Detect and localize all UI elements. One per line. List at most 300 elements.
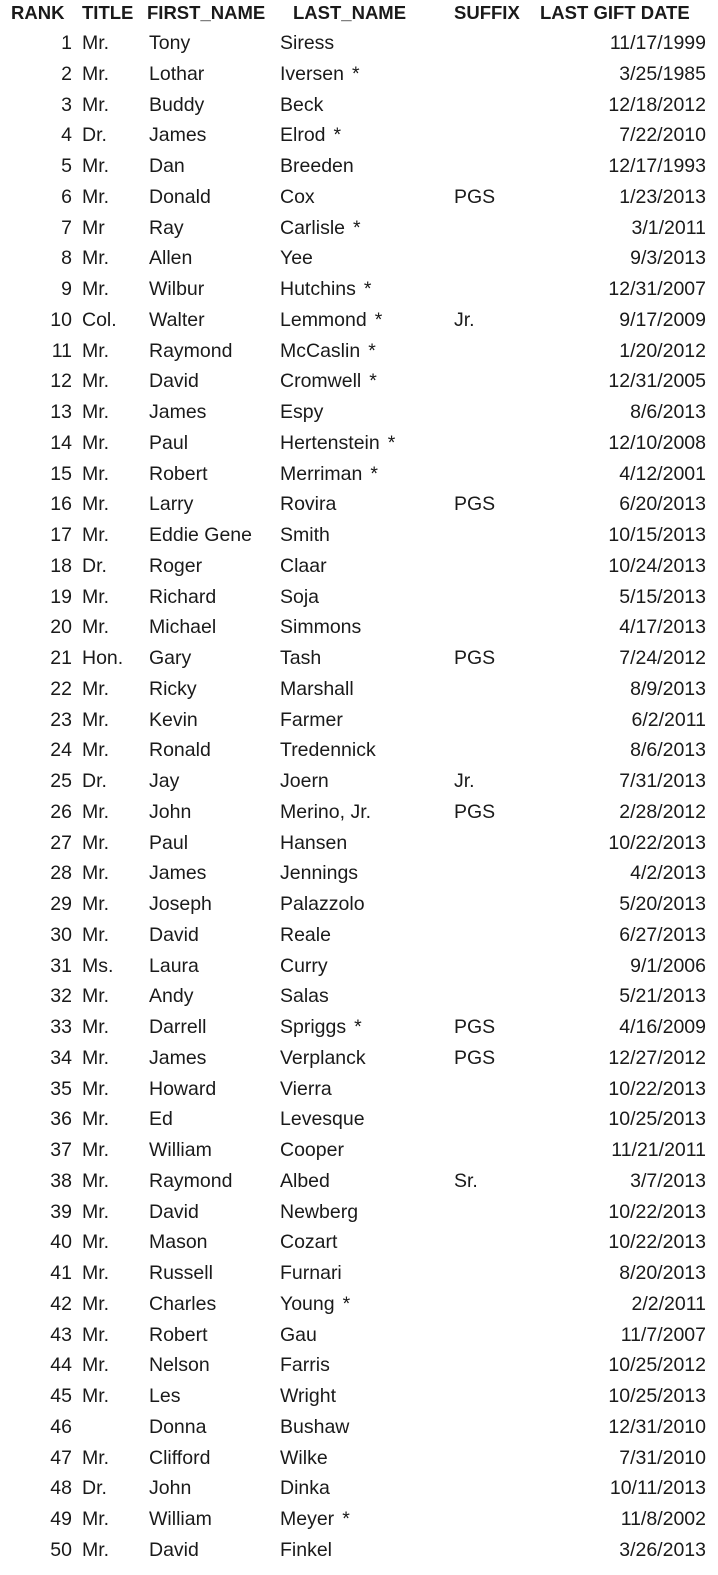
cell-last-name <box>280 463 378 486</box>
cell-last-name <box>280 616 369 639</box>
cell-title: Mr. <box>82 1169 110 1192</box>
cell-suffix: PGS <box>454 647 496 669</box>
last-name-text: Hertenstein <box>280 431 380 454</box>
cell-first-name: Robert <box>149 1323 208 1346</box>
table-row <box>0 643 718 674</box>
cell-title: Mr. <box>82 431 110 454</box>
cell-first-name: Russell <box>149 1262 213 1284</box>
cell-first-name: Tony <box>149 32 191 54</box>
cell-suffix: Sr. <box>454 1169 478 1192</box>
cell-title: Mr. <box>82 32 110 54</box>
cell-rank: 12 <box>50 370 72 393</box>
cell-title: Mr. <box>82 339 110 362</box>
deceased-marker: * <box>351 62 360 85</box>
cell-rank: 27 <box>50 831 72 854</box>
last-name-text: Vierra <box>280 1077 332 1100</box>
last-name-text: Spriggs <box>280 1016 347 1038</box>
cell-rank: 42 <box>50 1292 72 1315</box>
cell-last-gift-date: 11/8/2002 <box>620 1508 706 1530</box>
cell-title: Mr. <box>82 831 110 854</box>
cell-first-name: Raymond <box>149 1169 233 1192</box>
table-row <box>0 459 718 490</box>
cell-first-name: Ronald <box>149 739 211 762</box>
cell-last-gift-date: 10/25/2013 <box>608 1108 706 1131</box>
cell-rank: 47 <box>50 1446 72 1469</box>
cell-last-gift-date: 6/2/2011 <box>631 708 706 731</box>
last-name-text: Siress <box>280 32 335 54</box>
deceased-marker: * <box>369 370 377 393</box>
cell-rank: 44 <box>50 1354 72 1377</box>
cell-last-gift-date: 5/20/2013 <box>619 893 706 915</box>
cell-rank: 48 <box>50 1477 72 1500</box>
cell-title: Dr. <box>82 770 107 792</box>
cell-last-gift-date: 8/9/2013 <box>630 677 706 700</box>
cell-first-name: Clifford <box>149 1446 211 1469</box>
table-row <box>0 366 718 397</box>
table-body <box>0 28 718 1566</box>
table-row <box>0 120 718 151</box>
last-name-text: Cozart <box>280 1231 338 1254</box>
cell-last-name <box>280 647 329 670</box>
cell-first-name: Kevin <box>149 708 198 731</box>
last-name-text: Marshall <box>280 677 354 700</box>
cell-last-gift-date: 8/6/2013 <box>630 739 706 762</box>
table-row <box>0 1381 718 1412</box>
cell-last-name <box>280 401 331 424</box>
cell-first-name: Les <box>149 1385 181 1407</box>
last-name-text: Yee <box>280 247 313 270</box>
cell-rank: 30 <box>50 923 72 946</box>
cell-title: Mr <box>82 216 105 239</box>
cell-first-name: Wilbur <box>149 278 205 300</box>
cell-last-gift-date: 4/2/2013 <box>630 862 706 885</box>
cell-last-gift-date: 10/25/2013 <box>608 1385 706 1407</box>
table-row <box>0 243 718 274</box>
table-row <box>0 213 718 244</box>
last-name-text: Furnari <box>280 1262 342 1284</box>
table-row <box>0 336 718 367</box>
deceased-marker: * <box>368 339 376 362</box>
last-name-text: Verplanck <box>280 1046 366 1069</box>
cell-last-gift-date: 12/31/2005 <box>608 370 706 393</box>
cell-first-name: John <box>149 1477 192 1500</box>
cell-last-name <box>280 370 377 393</box>
cell-first-name: Michael <box>149 616 217 639</box>
cell-rank: 6 <box>61 185 72 208</box>
cell-title: Mr. <box>82 1508 110 1530</box>
last-name-text: Cooper <box>280 1139 344 1161</box>
cell-title: Mr. <box>82 616 110 639</box>
cell-title: Mr. <box>82 370 110 393</box>
cell-last-name <box>280 1416 357 1439</box>
cell-rank: 37 <box>50 1139 72 1161</box>
cell-last-gift-date: 12/10/2008 <box>608 431 706 454</box>
cell-last-name <box>280 1231 345 1254</box>
cell-first-name: Richard <box>149 585 217 608</box>
cell-last-gift-date: 3/25/1985 <box>619 62 706 85</box>
table-row <box>0 1535 718 1566</box>
table-header <box>0 0 718 28</box>
last-name-text: Young <box>280 1292 335 1315</box>
table-row <box>0 59 718 90</box>
cell-rank: 36 <box>50 1108 72 1131</box>
last-name-text: Espy <box>280 401 324 423</box>
cell-rank: 23 <box>50 708 72 731</box>
table-row <box>0 735 718 766</box>
cell-rank: 33 <box>50 1016 72 1038</box>
last-name-text: Elrod <box>280 124 326 147</box>
cell-rank: 7 <box>61 216 72 239</box>
table-row <box>0 182 718 213</box>
cell-first-name: Charles <box>149 1292 217 1315</box>
table-row <box>0 766 718 797</box>
cell-rank: 40 <box>50 1231 72 1254</box>
table-row <box>0 858 718 889</box>
cell-title: Mr. <box>82 1323 110 1346</box>
header-rank: RANK <box>11 2 65 23</box>
cell-first-name: David <box>149 370 199 393</box>
table-row <box>0 274 718 305</box>
cell-title: Mr. <box>82 1200 110 1223</box>
cell-last-gift-date: 4/12/2001 <box>619 462 706 485</box>
cell-title: Mr. <box>82 985 110 1008</box>
cell-title: Mr. <box>82 462 110 485</box>
cell-first-name: Gary <box>149 647 192 669</box>
cell-title: Mr. <box>82 247 110 270</box>
last-name-text: Bushaw <box>280 1415 350 1438</box>
last-name-text: Lemmond <box>280 308 367 331</box>
cell-title: Mr. <box>82 1385 110 1407</box>
last-name-text: Finkel <box>280 1538 333 1561</box>
table-row <box>0 1074 718 1105</box>
cell-last-gift-date: 12/17/1993 <box>608 155 706 177</box>
cell-rank: 35 <box>50 1077 72 1100</box>
deceased-marker: * <box>353 216 361 239</box>
table-row <box>0 1412 718 1443</box>
cell-title: Hon. <box>82 647 124 669</box>
table-row <box>0 1135 718 1166</box>
cell-last-name <box>280 1016 362 1039</box>
last-name-text: Tash <box>280 647 322 669</box>
cell-last-gift-date: 10/24/2013 <box>608 554 706 577</box>
cell-rank: 9 <box>61 278 72 300</box>
cell-last-name <box>280 955 336 978</box>
cell-last-name <box>280 155 362 178</box>
last-name-text: Wright <box>280 1385 336 1407</box>
cell-rank: 22 <box>50 677 72 700</box>
cell-last-gift-date: 5/21/2013 <box>619 985 706 1008</box>
cell-last-gift-date: 3/7/2013 <box>630 1169 706 1192</box>
table-row <box>0 489 718 520</box>
cell-last-name <box>280 32 342 55</box>
last-name-text: Breeden <box>280 155 354 177</box>
last-name-text: Hutchins <box>280 278 356 300</box>
table-row <box>0 582 718 613</box>
cell-last-name <box>280 247 321 270</box>
cell-last-name <box>280 1324 325 1347</box>
cell-last-name <box>280 1447 336 1470</box>
cell-last-name <box>280 586 327 609</box>
cell-first-name: Howard <box>149 1077 217 1100</box>
cell-rank: 29 <box>50 893 72 915</box>
cell-rank: 24 <box>50 739 72 762</box>
cell-title: Mr. <box>82 1108 110 1131</box>
cell-first-name: Darrell <box>149 1016 207 1038</box>
last-name-text: Newberg <box>280 1200 359 1223</box>
cell-rank: 41 <box>50 1262 72 1284</box>
deceased-marker: * <box>363 278 372 300</box>
cell-rank: 21 <box>50 647 72 669</box>
last-name-text: Tredennick <box>280 739 376 762</box>
last-name-text: Soja <box>280 585 320 608</box>
deceased-marker: * <box>370 462 378 485</box>
cell-last-gift-date: 5/15/2013 <box>619 585 706 608</box>
last-name-text: Hansen <box>280 831 348 854</box>
cell-rank: 39 <box>50 1200 72 1223</box>
deceased-marker: * <box>342 1508 350 1530</box>
cell-last-gift-date: 10/22/2013 <box>608 831 706 854</box>
cell-rank: 15 <box>50 462 72 485</box>
cell-last-name <box>280 862 366 885</box>
cell-first-name: Roger <box>149 554 203 577</box>
cell-rank: 11 <box>51 339 72 362</box>
cell-first-name: Ed <box>149 1108 173 1131</box>
table-row <box>0 1166 718 1197</box>
last-name-text: Rovira <box>280 493 337 516</box>
cell-last-name <box>280 709 351 732</box>
table-row <box>0 828 718 859</box>
header-last-gift-date: LAST GIFT DATE <box>540 2 690 23</box>
cell-rank: 17 <box>50 524 72 546</box>
cell-last-name <box>280 524 338 547</box>
cell-last-gift-date: 2/2/2011 <box>631 1292 706 1315</box>
cell-suffix: PGS <box>454 493 496 516</box>
cell-rank: 16 <box>50 493 72 516</box>
cell-last-gift-date: 9/3/2013 <box>630 247 706 270</box>
last-name-text: Gau <box>280 1323 317 1346</box>
cell-title: Mr. <box>82 1446 110 1469</box>
table-row <box>0 397 718 428</box>
cell-last-gift-date: 4/16/2009 <box>619 1016 706 1038</box>
cell-first-name: James <box>149 401 207 423</box>
header-last-name: LAST_NAME <box>293 2 407 23</box>
cell-rank: 26 <box>50 800 72 823</box>
cell-title: Mr. <box>82 1139 110 1161</box>
header-suffix: SUFFIX <box>454 2 520 23</box>
table-row <box>0 981 718 1012</box>
last-name-text: Cromwell <box>280 370 362 393</box>
cell-title: Mr. <box>82 493 110 516</box>
table-row <box>0 612 718 643</box>
table-row <box>0 1473 718 1504</box>
last-name-text: McCaslin <box>280 339 361 362</box>
cell-title: Mr. <box>82 1016 110 1038</box>
cell-last-name <box>280 1539 340 1562</box>
cell-last-gift-date: 12/31/2007 <box>608 278 706 300</box>
cell-last-name <box>280 739 384 762</box>
deceased-marker: * <box>333 124 342 147</box>
cell-last-gift-date: 8/6/2013 <box>630 401 706 423</box>
last-name-text: Jennings <box>280 862 359 885</box>
last-name-text: Wilke <box>280 1446 328 1469</box>
cell-title: Mr. <box>82 1231 110 1254</box>
cell-last-gift-date: 10/15/2013 <box>608 524 706 546</box>
cell-suffix: Jr. <box>454 308 475 331</box>
cell-last-name <box>280 832 355 855</box>
cell-last-name <box>280 63 360 86</box>
cell-last-name <box>280 217 361 240</box>
cell-title: Mr. <box>82 1354 110 1377</box>
cell-last-gift-date: 12/18/2012 <box>608 93 706 116</box>
cell-last-gift-date: 10/11/2013 <box>609 1477 706 1500</box>
table-row <box>0 90 718 121</box>
cell-title: Mr. <box>82 893 110 915</box>
cell-suffix: PGS <box>454 800 496 823</box>
last-name-text: Salas <box>280 985 329 1008</box>
cell-last-name <box>280 186 323 209</box>
table-row <box>0 797 718 828</box>
cell-last-gift-date: 10/22/2013 <box>608 1231 706 1254</box>
cell-rank: 20 <box>50 616 72 639</box>
table-row <box>0 705 718 736</box>
cell-title: Mr. <box>82 1046 110 1069</box>
cell-last-gift-date: 3/1/2011 <box>631 216 706 239</box>
cell-suffix: Jr. <box>454 770 475 792</box>
cell-title: Mr. <box>82 708 110 731</box>
cell-rank: 3 <box>61 93 72 116</box>
last-name-text: Simmons <box>280 616 362 639</box>
cell-title: Mr. <box>82 93 110 116</box>
table-row <box>0 1104 718 1135</box>
cell-last-name <box>280 493 344 516</box>
cell-rank: 13 <box>50 401 72 423</box>
cell-last-gift-date: 7/22/2010 <box>619 124 706 147</box>
table-row <box>0 1320 718 1351</box>
cell-title: Mr. <box>82 524 110 546</box>
table-row <box>0 674 718 705</box>
deceased-marker: * <box>354 1016 362 1038</box>
cell-rank: 1 <box>61 32 72 54</box>
cell-last-name <box>280 309 382 332</box>
cell-rank: 31 <box>50 954 72 977</box>
cell-last-gift-date: 7/24/2012 <box>619 647 706 669</box>
cell-last-name <box>280 770 337 793</box>
cell-title: Mr. <box>82 155 110 177</box>
cell-first-name: Eddie Gene <box>149 524 252 546</box>
table-row <box>0 1504 718 1535</box>
last-name-text: Joern <box>280 770 329 792</box>
cell-last-name <box>280 555 335 578</box>
cell-last-name <box>280 1201 366 1224</box>
cell-title: Mr. <box>82 401 110 423</box>
cell-last-gift-date: 1/20/2012 <box>619 339 706 362</box>
cell-last-gift-date: 12/27/2012 <box>608 1046 706 1069</box>
table-row <box>0 1227 718 1258</box>
table-row <box>0 305 718 336</box>
cell-first-name: Lothar <box>149 62 205 85</box>
cell-rank: 5 <box>61 155 72 177</box>
cell-rank: 50 <box>50 1538 72 1561</box>
cell-first-name: John <box>149 800 192 823</box>
cell-first-name: Joseph <box>149 893 212 915</box>
cell-title: Ms. <box>82 954 114 977</box>
cell-first-name: James <box>149 1046 207 1069</box>
cell-title: Dr. <box>82 554 107 577</box>
cell-first-name: Ray <box>149 216 184 239</box>
deceased-marker: * <box>342 1292 351 1315</box>
cell-last-gift-date: 12/31/2010 <box>608 1415 706 1438</box>
cell-last-gift-date: 8/20/2013 <box>619 1262 706 1284</box>
last-name-text: Merino, Jr. <box>280 800 372 823</box>
cell-last-name <box>280 893 373 916</box>
cell-rank: 19 <box>50 585 72 608</box>
cell-title: Mr. <box>82 1077 110 1100</box>
cell-last-gift-date: 10/22/2013 <box>608 1200 706 1223</box>
last-name-text: Albed <box>280 1169 330 1192</box>
cell-last-name <box>280 94 331 117</box>
cell-first-name: James <box>149 124 207 147</box>
cell-last-gift-date: 11/21/2011 <box>611 1139 706 1161</box>
cell-rank: 4 <box>61 124 72 147</box>
cell-rank: 38 <box>50 1169 72 1192</box>
cell-first-name: Donna <box>149 1415 207 1438</box>
cell-rank: 2 <box>61 62 72 85</box>
cell-first-name: Mason <box>149 1231 208 1254</box>
last-name-text: Cox <box>280 185 315 208</box>
last-name-text: Farris <box>280 1354 330 1377</box>
cell-last-gift-date: 6/27/2013 <box>619 923 706 946</box>
cell-last-name <box>280 1170 338 1193</box>
header-title: TITLE <box>82 2 134 23</box>
table-row <box>0 1043 718 1074</box>
cell-title: Mr. <box>82 739 110 762</box>
cell-title: Mr. <box>82 862 110 885</box>
last-name-text: Palazzolo <box>280 893 365 915</box>
cell-rank: 14 <box>50 431 72 454</box>
cell-first-name: Donald <box>149 185 211 208</box>
cell-last-gift-date: 1/23/2013 <box>619 185 706 208</box>
deceased-marker: * <box>387 431 396 454</box>
cell-last-gift-date: 11/17/1999 <box>609 32 706 54</box>
cell-last-name <box>280 432 395 455</box>
cell-first-name: Robert <box>149 462 208 485</box>
cell-rank: 43 <box>50 1323 72 1346</box>
header-first-name: FIRST_NAME <box>147 2 266 23</box>
last-name-text: Curry <box>280 954 328 977</box>
cell-first-name: William <box>149 1508 212 1530</box>
table-row <box>0 1012 718 1043</box>
cell-title: Mr. <box>82 62 110 85</box>
cell-rank: 49 <box>50 1508 72 1530</box>
cell-last-gift-date: 7/31/2010 <box>619 1446 706 1469</box>
last-name-text: Reale <box>280 923 331 946</box>
cell-first-name: Raymond <box>149 339 233 362</box>
last-name-text: Dinka <box>280 1477 330 1500</box>
cell-first-name: James <box>149 862 207 885</box>
cell-rank: 28 <box>50 862 72 885</box>
table-row <box>0 428 718 459</box>
cell-last-name <box>280 1508 350 1531</box>
cell-last-gift-date: 4/17/2013 <box>619 616 706 639</box>
cell-last-name <box>280 1108 373 1131</box>
cell-first-name: Dan <box>149 155 185 177</box>
cell-title: Dr. <box>82 124 107 147</box>
table-row <box>0 1350 718 1381</box>
cell-first-name: David <box>149 1538 199 1561</box>
cell-suffix: PGS <box>454 1016 496 1038</box>
cell-title: Mr. <box>82 677 110 700</box>
cell-last-name <box>280 985 337 1008</box>
